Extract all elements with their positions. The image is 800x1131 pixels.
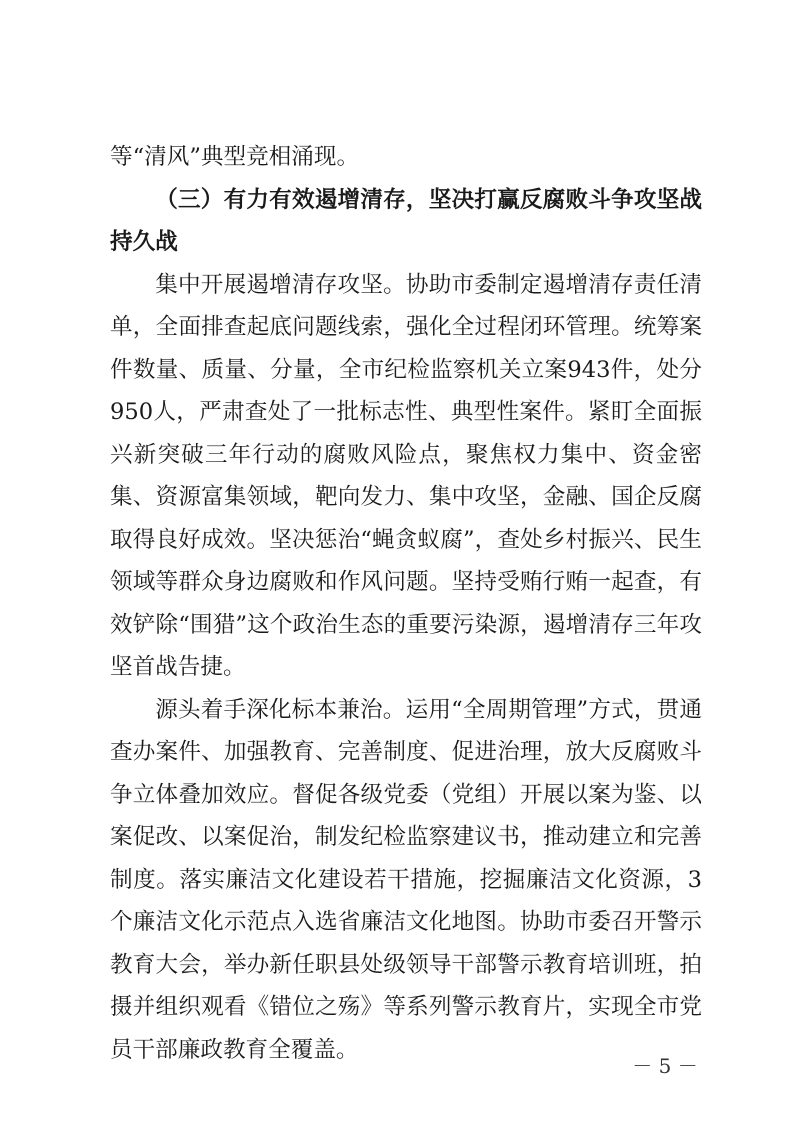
document-body (110, 136, 702, 1071)
paragraph-root-causes: 源头着手深化标本兼治。运用“全周期管理”方式，贯通查办案件、加强教育、完善制度、促进治理，放大反腐败斗争立体叠加效应。督促各级党委（党组）开展以案为鉴、以案促改、以案促治，制发纪检监察建议书，推动建立和完善制度。落实廉洁文化建设若干措施，挖掘廉洁文化资源，3个廉洁文化示范点入选省廉洁文化地图。协助市委召开警示教育大会，举办新任职县处级领导干部警示教育培训班，拍摄并组织观看《错位之殇》等系列警示教育片，实现全市党员干部廉政教育全覆盖。 (110, 696, 702, 1063)
page-number: － 5 － (632, 1054, 698, 1078)
paragraph-anti-corruption: 集中开展遏增清存攻坚。协助市委制定遏增清存责任清单，全面排查起底问题线索，强化全过程闭环管理。统筹案件数量、质量、分量，全市纪检监察机关立案943件，处分950人，严肃查处了一批标志性、典型性案件。紧盯全面振兴新突破三年行动的腐败风险点，聚焦权力集中、资金密集、资源富集领域，靶向发力、集中攻坚，金融、国企反腐取得良好成效。坚决惩治“蝇贪蚁腐”，查处乡村振兴、民生领域等群众身边腐败和作风问题。坚持受贿行贿一起查，有效铲除“围猎”这个政治生态的重要污染源，遏增清存三年攻坚首战告捷。 (110, 271, 702, 680)
paragraph-continuation: 等“清风”典型竞相涌现。 (110, 144, 360, 170)
section-heading: （三）有力有效遏增清存，坚决打赢反腐败斗争攻坚战持久战 (110, 186, 702, 255)
